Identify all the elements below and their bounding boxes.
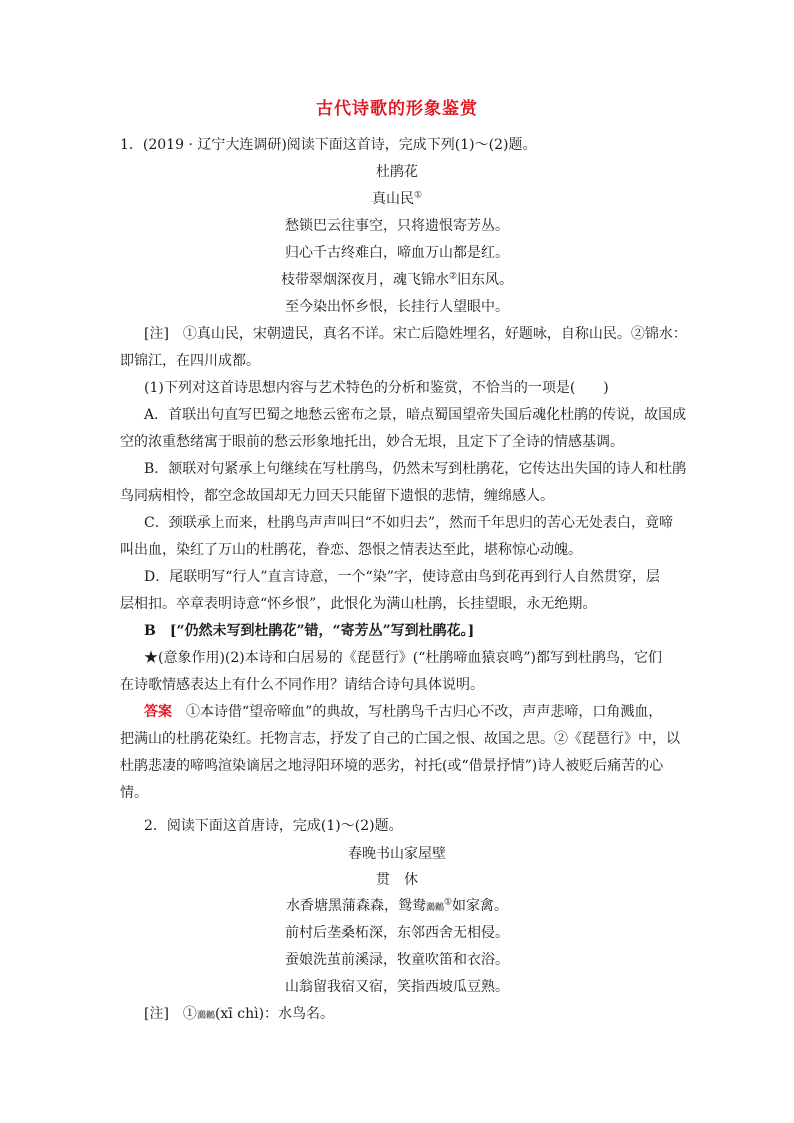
poem-2-line: 蚕娘洗茧前溪渌，牧童吹笛和衣浴。 [285, 952, 509, 968]
question-2-stem: 2．阅读下面这首唐诗，完成(1)～(2)题。 [144, 818, 403, 834]
poem-1-line-part: 枝带翠烟深夜月，魂飞锦水 [280, 272, 449, 288]
poem-2-note-part: [注] ① [144, 1006, 197, 1022]
option-b-cont: 鸟同病相怜，都空念故国却无力回天只能留下遗恨的悲情，缠绵感人。 [120, 488, 554, 504]
poem-1-line-part: 旧东风。 [457, 272, 514, 288]
option-d: D．尾联明写“行人”直言诗意，一个“染”字，使诗意由鸟到花再到行人自然贯穿，层 [144, 569, 660, 585]
answer-label: 答案 [144, 704, 172, 720]
sub-question-1: (1)下列对这首诗思想内容与艺术特色的分析和鉴赏，不恰当的一项是( ) [144, 380, 609, 396]
option-b: B．颔联对句紧承上句继续在写杜鹃鸟，仍然未写到杜鹃花，它传达出失国的诗人和杜鹃 [144, 461, 687, 477]
poem-2-note-part: 鸂鶒 [196, 1011, 215, 1021]
page-title: 古代诗歌的形象鉴赏 [316, 99, 478, 119]
option-a: A．首联出句直写巴蜀之地愁云密布之景，暗点蜀国望帝失国后魂化杜鹃的传说，故国成 [144, 407, 687, 423]
star-icon: ★ [144, 650, 158, 666]
question-1-stem: 1．(2019 · 辽宁大连调研)阅读下面这首诗，完成下列(1)～(2)题。 [120, 137, 537, 153]
answer-2-text: ①本诗借“望帝啼血”的典故，写杜鹃鸟千古归心不改，声声悲啼，口角溅血， [172, 704, 663, 720]
sub-question-2-cont: 在诗歌情感表达上有什么不同作用？请结合诗句具体说明。 [120, 677, 484, 693]
answer-2-cont: 把满山的杜鹃花染红。托物言志，抒发了自己的亡国之恨、故国之思。②《琵琶行》中，以 [120, 731, 680, 747]
poem-2-line-part: 鸂鶒 [425, 903, 444, 913]
poem-2-line-part: 水香塘黑蒲森森，鸳鸯 [285, 898, 426, 914]
answer-1: B [“仍然未写到杜鹃花”错，“寄芳丛”写到杜鹃花。] [144, 623, 475, 639]
poem-1-line: 归心千古终难白，啼血万山都是红。 [285, 245, 509, 261]
poem-1-line [0, 271, 794, 289]
poem-2-note [144, 1005, 334, 1025]
poem-1-note: [注] ①真山民，宋朝遗民，真名不详。宋亡后隐姓埋名，好题咏，自称山民。②锦水： [144, 326, 687, 342]
poem-2-line: 山翁留我宿又宿，笑指西坡瓜豆熟。 [285, 979, 509, 995]
option-d-cont: 层相扣。卒章表明诗意“怀乡恨”，此恨化为满山杜鹃，长挂望眼，永无绝期。 [120, 596, 597, 612]
poem-1-title: 杜鹃花 [376, 164, 418, 180]
poem-1-author-name: 真山民 [371, 191, 414, 207]
footnote-mark: ① [413, 190, 423, 201]
answer-2 [144, 703, 662, 721]
option-a-cont: 空的浓重愁绪寓于眼前的愁云形象地托出，妙合无垠，且定下了全诗的情感基调。 [120, 434, 624, 450]
poem-1-note-cont: 即锦江，在四川成都。 [120, 353, 260, 369]
footnote-mark: ② [448, 271, 458, 282]
poem-2-note-part: (xī chì)：水鸟名。 [214, 1006, 335, 1022]
sub-question-2 [144, 649, 662, 667]
poem-2-line: 前村后垄桑柘深，东邻西舍无相侵。 [285, 925, 509, 941]
option-c: C．颈联承上而来，杜鹃鸟声声叫曰“不如归去”，然而千年思归的苦心无处表白，竟啼 [144, 515, 674, 531]
poem-2-author: 贯 休 [376, 872, 418, 888]
poem-1-line: 至今染出怀乡恨，长挂行人望眼中。 [285, 299, 509, 315]
option-c-cont: 叫出血，染红了万山的杜鹃花，眷恋、怨恨之情表达至此，堪称惊心动魄。 [120, 542, 582, 558]
poem-1-author [0, 190, 794, 208]
poem-2-line [0, 897, 794, 917]
poem-1-line: 愁锁巴云往事空，只将遗恨寄芳丛。 [285, 218, 509, 234]
poem-2-title: 春晚书山家屋壁 [348, 846, 446, 862]
footnote-mark: ① [443, 897, 453, 908]
poem-2-line-part: 如家禽。 [452, 898, 509, 914]
answer-2-cont: 情。 [120, 785, 148, 801]
sub-question-2-text: (意象作用)(2)本诗和白居易的《琵琶行》(“杜鹃啼血猿哀鸣”)都写到杜鹃鸟，它们 [158, 650, 662, 666]
answer-2-cont: 杜鹃悲凄的啼鸣渲染谪居之地浔阳环境的恶劣，衬托(或“借景抒情”)诗人被贬后痛苦的心 [120, 758, 664, 774]
